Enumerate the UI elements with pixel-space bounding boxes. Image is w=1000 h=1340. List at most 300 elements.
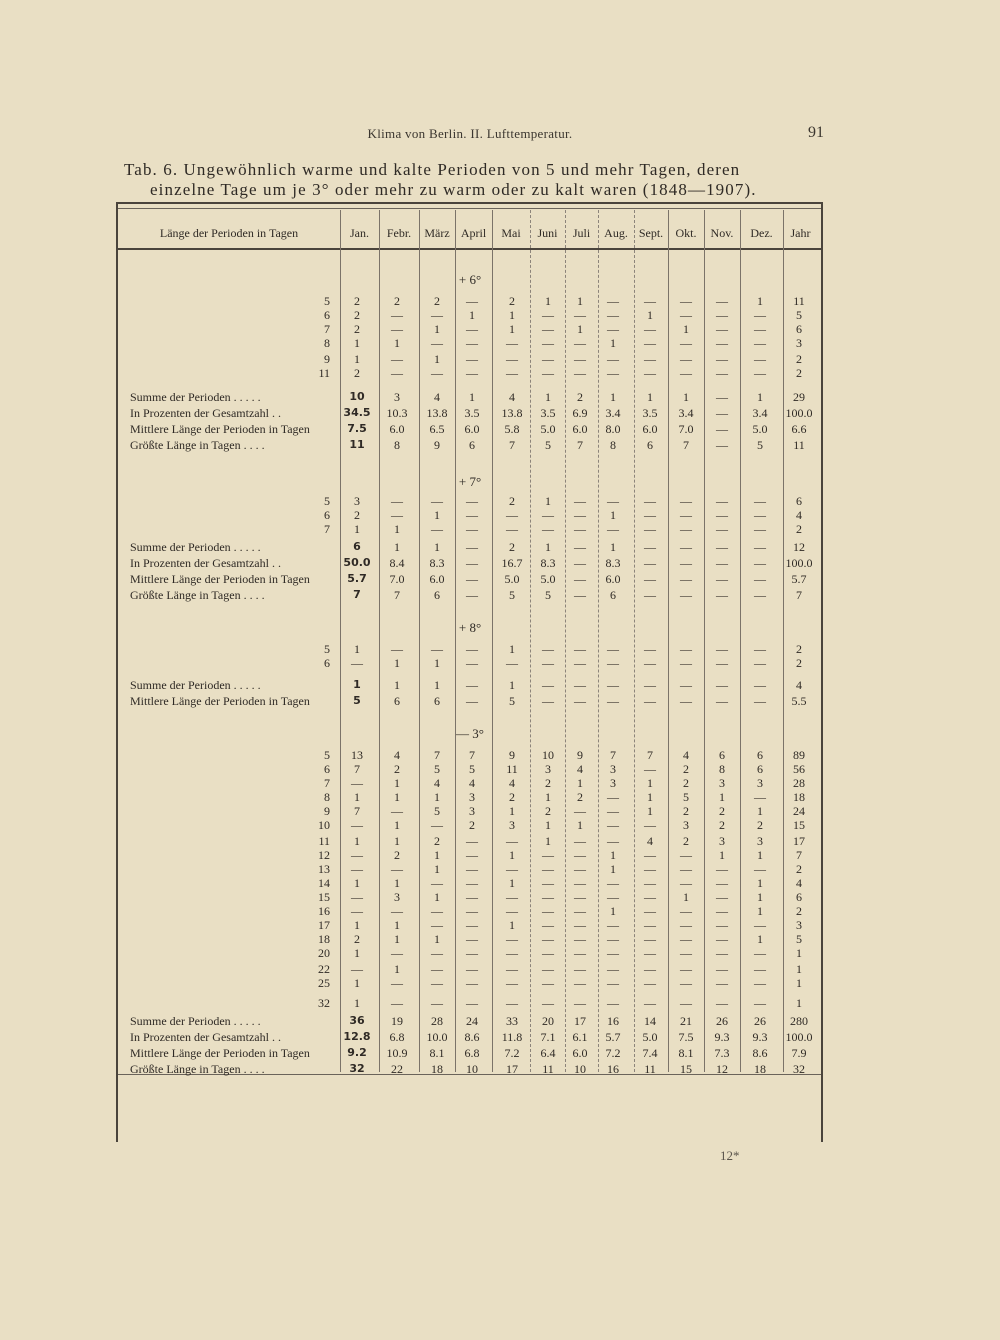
table-cell: 6: [434, 694, 440, 708]
table-cell: 16.7: [501, 556, 523, 570]
header-month: April: [460, 226, 487, 240]
table-cell: —: [466, 322, 478, 336]
table-row: [0, 976, 1000, 990]
table-cell: 2: [719, 804, 725, 818]
table-cell: 2: [796, 352, 802, 366]
row-label: Summe der Perioden . . . . .: [130, 678, 261, 692]
table-cell: 1: [354, 834, 360, 848]
table-cell: 3.4: [678, 406, 694, 420]
table-cell: —: [574, 588, 586, 602]
header-rule: [118, 248, 821, 250]
table-cell: 1: [757, 804, 763, 818]
table-cell: —: [680, 642, 692, 656]
table-cell: —: [644, 932, 656, 946]
table-cell: —: [607, 976, 619, 990]
table-cell: —: [431, 818, 443, 832]
table-cell: 1: [354, 946, 360, 960]
table-cell: 1: [353, 678, 361, 691]
table-row: [0, 438, 1000, 452]
table-cell: —: [607, 790, 619, 804]
table-cell: —: [680, 336, 692, 350]
table-cell: —: [607, 996, 619, 1010]
table-cell: 28: [431, 1014, 443, 1028]
table-cell: —: [574, 996, 586, 1010]
table-cell: —: [754, 976, 766, 990]
table-cell: —: [466, 918, 478, 932]
row-label: 12: [318, 848, 330, 862]
table-cell: 1: [757, 848, 763, 862]
table-cell: 7.5: [347, 422, 367, 435]
table-cell: 7.0: [678, 422, 694, 436]
table-cell: 1: [434, 656, 440, 670]
table-cell: —: [754, 308, 766, 322]
table-row: [0, 804, 1000, 818]
table-cell: 10: [542, 748, 554, 762]
table-cell: 2: [354, 366, 360, 380]
row-label: Summe der Perioden . . . . .: [130, 1014, 261, 1028]
table-cell: —: [574, 508, 586, 522]
table-cell: —: [466, 540, 478, 554]
table-cell: —: [574, 494, 586, 508]
running-head: Klima von Berlin. II. Lufttemperatur.: [367, 126, 573, 141]
table-cell: —: [466, 996, 478, 1010]
table-cell: —: [607, 494, 619, 508]
table-row: [0, 656, 1000, 670]
table-cell: —: [542, 996, 554, 1010]
section-title: + 7°: [458, 474, 482, 489]
table-cell: —: [644, 876, 656, 890]
table-cell: —: [754, 588, 766, 602]
table-cell: 6.0: [389, 422, 405, 436]
table-cell: 6: [796, 890, 802, 904]
table-cell: 1: [394, 790, 400, 804]
table-cell: 1: [757, 390, 763, 404]
table-cell: —: [466, 522, 478, 536]
header-month: Jahr: [790, 226, 811, 240]
table-cell: —: [716, 932, 728, 946]
table-cell: 8: [719, 762, 725, 776]
table-row: [0, 322, 1000, 336]
table-cell: —: [644, 540, 656, 554]
table-cell: 7: [469, 748, 475, 762]
table-cell: 2: [796, 904, 802, 918]
header-month: Aug.: [604, 226, 628, 240]
table-cell: 24: [793, 804, 805, 818]
table-cell: —: [466, 352, 478, 366]
row-label: 10: [318, 818, 330, 832]
table-cell: 2: [577, 790, 583, 804]
table-cell: 100.0: [785, 1030, 813, 1044]
signature-mark: 12*: [720, 1148, 740, 1163]
table-cell: 280: [790, 1014, 808, 1028]
table-cell: 8: [610, 438, 616, 452]
table-cell: —: [431, 642, 443, 656]
table-cell: —: [391, 308, 403, 322]
table-cell: 7: [354, 762, 360, 776]
table-cell: —: [716, 642, 728, 656]
table-cell: —: [542, 522, 554, 536]
table-cell: 7: [796, 848, 802, 862]
table-cell: 32: [349, 1062, 365, 1075]
row-label: 14: [318, 876, 330, 890]
table-cell: —: [607, 918, 619, 932]
table-cell: —: [644, 848, 656, 862]
table-cell: —: [716, 678, 728, 692]
table-row: [0, 762, 1000, 776]
table-cell: —: [716, 390, 728, 404]
table-cell: —: [716, 308, 728, 322]
table-cell: 15: [680, 1062, 692, 1076]
table-cell: 2: [545, 804, 551, 818]
table-cell: 20: [542, 1014, 554, 1028]
table-row: [0, 366, 1000, 380]
table-row: [0, 790, 1000, 804]
table-cell: —: [351, 656, 363, 670]
table-cell: 1: [394, 336, 400, 350]
table-cell: —: [680, 366, 692, 380]
table-cell: 1: [394, 818, 400, 832]
table-cell: —: [607, 322, 619, 336]
table-cell: —: [466, 656, 478, 670]
table-cell: —: [466, 890, 478, 904]
table-cell: —: [680, 862, 692, 876]
table-cell: 8: [394, 438, 400, 452]
table-cell: 1: [610, 904, 616, 918]
table-cell: 11: [644, 1062, 656, 1076]
table-cell: 1: [577, 818, 583, 832]
table-cell: 1: [509, 848, 515, 862]
table-cell: 2: [354, 508, 360, 522]
table-cell: —: [754, 962, 766, 976]
table-cell: 2: [683, 776, 689, 790]
row-label: 6: [324, 508, 330, 522]
table-cell: 13.8: [426, 406, 448, 420]
table-cell: —: [607, 522, 619, 536]
table-cell: —: [644, 322, 656, 336]
table-cell: 8.1: [429, 1046, 445, 1060]
table-cell: 1: [757, 890, 763, 904]
table-cell: 1: [394, 540, 400, 554]
table-cell: 6.0: [642, 422, 658, 436]
table-cell: 56: [793, 762, 805, 776]
table-cell: 7: [683, 438, 689, 452]
table-cell: —: [607, 694, 619, 708]
table-cell: —: [680, 540, 692, 554]
table-cell: 1: [610, 390, 616, 404]
table-cell: 12: [793, 540, 805, 554]
table-cell: 2: [394, 294, 400, 308]
table-cell: 1: [545, 494, 551, 508]
table-cell: 1: [469, 390, 475, 404]
table-cell: 8.6: [464, 1030, 480, 1044]
table-row: [0, 932, 1000, 946]
table-cell: —: [644, 522, 656, 536]
table-cell: 5.0: [540, 422, 556, 436]
row-label: 5: [324, 494, 330, 508]
table-cell: —: [466, 572, 478, 586]
header-month: Mai: [501, 226, 521, 240]
table-cell: 2: [577, 390, 583, 404]
header-month: Juni: [537, 226, 558, 240]
table-cell: 1: [354, 918, 360, 932]
table-cell: —: [644, 962, 656, 976]
table-cell: —: [351, 818, 363, 832]
table-cell: —: [351, 962, 363, 976]
table-row: [0, 556, 1000, 570]
table-cell: 1: [545, 390, 551, 404]
table-cell: —: [680, 572, 692, 586]
row-label: 9: [324, 804, 330, 818]
table-cell: 1: [394, 656, 400, 670]
table-cell: 1: [545, 834, 551, 848]
table-cell: 1: [545, 790, 551, 804]
header-month: Okt.: [675, 226, 697, 240]
table-cell: —: [506, 976, 518, 990]
table-row: [0, 336, 1000, 350]
table-cell: 3: [394, 390, 400, 404]
table-cell: —: [680, 904, 692, 918]
table-cell: —: [644, 818, 656, 832]
table-cell: —: [716, 508, 728, 522]
table-cell: 4: [434, 390, 440, 404]
table-cell: 1: [354, 642, 360, 656]
table-cell: —: [607, 294, 619, 308]
table-cell: 26: [754, 1014, 766, 1028]
table-cell: —: [754, 642, 766, 656]
table-cell: —: [716, 322, 728, 336]
table-cell: 11: [542, 1062, 554, 1076]
table-cell: —: [644, 694, 656, 708]
table-cell: 1: [757, 294, 763, 308]
table-cell: 5: [545, 588, 551, 602]
caption-line-1: Tab. 6. Ungewöhnlich warme und kalte Perioden von 5 und mehr Tagen, deren: [124, 160, 741, 179]
table-cell: —: [754, 322, 766, 336]
section-title: + 6°: [458, 272, 482, 287]
table-cell: —: [607, 818, 619, 832]
table-cell: 5.0: [642, 1030, 658, 1044]
table-cell: —: [716, 540, 728, 554]
table-cell: —: [351, 904, 363, 918]
table-cell: 8.0: [605, 422, 621, 436]
table-cell: —: [680, 976, 692, 990]
row-label: 17: [318, 918, 330, 932]
table-cell: 1: [434, 508, 440, 522]
table-cell: —: [754, 862, 766, 876]
table-cell: 1: [434, 862, 440, 876]
table-cell: 1: [394, 918, 400, 932]
table-cell: 1: [545, 294, 551, 308]
table-cell: —: [644, 366, 656, 380]
table-cell: 5.7: [347, 572, 367, 585]
table-cell: 26: [716, 1014, 728, 1028]
table-cell: —: [754, 656, 766, 670]
table-cell: 7.1: [540, 1030, 556, 1044]
table-cell: 7: [610, 748, 616, 762]
table-cell: —: [506, 656, 518, 670]
table-cell: 6: [796, 494, 802, 508]
table-cell: —: [542, 876, 554, 890]
table-cell: —: [542, 656, 554, 670]
table-cell: 1: [647, 776, 653, 790]
table-cell: 1: [394, 876, 400, 890]
table-cell: —: [466, 508, 478, 522]
table-cell: —: [574, 352, 586, 366]
table-cell: 5.7: [605, 1030, 621, 1044]
table-cell: —: [391, 352, 403, 366]
table-cell: 1: [394, 834, 400, 848]
table-cell: —: [680, 876, 692, 890]
table-cell: —: [431, 494, 443, 508]
table-cell: —: [680, 294, 692, 308]
table-cell: —: [574, 336, 586, 350]
table-cell: —: [466, 366, 478, 380]
table-cell: 2: [719, 818, 725, 832]
table-row: [0, 494, 1000, 508]
table-cell: 1: [434, 352, 440, 366]
table-cell: 29: [793, 390, 805, 404]
table-cell: 17: [574, 1014, 586, 1028]
table-cell: 7.2: [504, 1046, 520, 1060]
table-cell: —: [716, 366, 728, 380]
table-cell: 1: [434, 678, 440, 692]
row-label: In Prozenten der Gesamtzahl . .: [130, 406, 281, 420]
table-cell: 4: [796, 678, 802, 692]
row-label: 6: [324, 308, 330, 322]
table-cell: 1: [509, 308, 515, 322]
table-cell: —: [644, 336, 656, 350]
table-cell: 2: [394, 848, 400, 862]
table-cell: —: [506, 996, 518, 1010]
table-cell: 1: [509, 678, 515, 692]
table-row: [0, 996, 1000, 1010]
table-cell: 3: [796, 918, 802, 932]
row-label: 20: [318, 946, 330, 960]
table-cell: —: [574, 890, 586, 904]
table-row: [0, 678, 1000, 692]
row-label: Größte Länge in Tagen . . . .: [130, 1062, 265, 1076]
table-cell: 1: [719, 848, 725, 862]
row-label: In Prozenten der Gesamtzahl . .: [130, 1030, 281, 1044]
table-row: [0, 748, 1000, 762]
table-cell: —: [574, 656, 586, 670]
table-cell: 6: [796, 322, 802, 336]
table-cell: —: [716, 336, 728, 350]
table-cell: 3.4: [752, 406, 768, 420]
table-cell: 2: [509, 494, 515, 508]
table-cell: 33: [506, 1014, 518, 1028]
table-cell: 10.9: [386, 1046, 408, 1060]
table-cell: 1: [354, 336, 360, 350]
table-cell: 5: [509, 694, 515, 708]
row-label: Summe der Perioden . . . . .: [130, 540, 261, 554]
table-cell: —: [542, 336, 554, 350]
table-cell: 1: [509, 322, 515, 336]
table-cell: —: [466, 932, 478, 946]
table-cell: 7: [577, 438, 583, 452]
table-cell: 1: [394, 522, 400, 536]
table-cell: 1: [610, 862, 616, 876]
table-cell: —: [574, 694, 586, 708]
table-cell: 3: [394, 890, 400, 904]
table-cell: —: [754, 678, 766, 692]
table-cell: 8.1: [678, 1046, 694, 1060]
table-cell: 3: [509, 818, 515, 832]
table-cell: 6: [647, 438, 653, 452]
table-cell: 7: [434, 748, 440, 762]
table-cell: —: [716, 890, 728, 904]
table-cell: 21: [680, 1014, 692, 1028]
table-cell: —: [754, 572, 766, 586]
table-cell: 9.3: [752, 1030, 768, 1044]
table-cell: —: [574, 366, 586, 380]
table-cell: 11: [793, 294, 805, 308]
table-cell: 2: [509, 294, 515, 308]
table-cell: —: [431, 904, 443, 918]
table-cell: —: [542, 904, 554, 918]
table-cell: 5: [353, 694, 361, 707]
table-cell: 1: [683, 890, 689, 904]
table-cell: —: [542, 848, 554, 862]
table-cell: —: [680, 308, 692, 322]
table-cell: —: [644, 508, 656, 522]
table-row: [0, 522, 1000, 536]
table-cell: —: [466, 876, 478, 890]
table-cell: 6.4: [540, 1046, 556, 1060]
table-cell: 1: [394, 962, 400, 976]
table-cell: —: [466, 336, 478, 350]
table-cell: 4: [577, 762, 583, 776]
table-cell: 5: [545, 438, 551, 452]
table-cell: 1: [434, 890, 440, 904]
table-cell: —: [542, 976, 554, 990]
table-cell: —: [644, 890, 656, 904]
table-cell: 6.1: [572, 1030, 588, 1044]
header-month: März: [424, 226, 450, 240]
table-row: [0, 890, 1000, 904]
table-cell: —: [680, 678, 692, 692]
table-cell: 1: [509, 876, 515, 890]
table-row: [0, 422, 1000, 436]
table-cell: —: [391, 996, 403, 1010]
table-cell: 1: [610, 848, 616, 862]
table-cell: 3: [469, 804, 475, 818]
table-cell: —: [644, 294, 656, 308]
table-cell: —: [754, 946, 766, 960]
table-cell: 2: [796, 642, 802, 656]
table-cell: —: [466, 642, 478, 656]
row-label: 11: [318, 834, 330, 848]
table-cell: —: [391, 508, 403, 522]
table-cell: 8.4: [389, 556, 405, 570]
table-cell: 6: [469, 438, 475, 452]
header-month: Sept.: [638, 226, 664, 240]
table-cell: 6: [757, 748, 763, 762]
table-cell: 4: [647, 834, 653, 848]
table-cell: 6.0: [572, 1046, 588, 1060]
table-cell: 1: [434, 322, 440, 336]
table-cell: 3: [719, 834, 725, 848]
table-cell: —: [607, 656, 619, 670]
table-cell: 13.8: [501, 406, 523, 420]
table-cell: —: [607, 642, 619, 656]
table-cell: 4: [394, 748, 400, 762]
table-cell: 2: [545, 776, 551, 790]
table-cell: 3: [545, 762, 551, 776]
table-cell: 1: [434, 932, 440, 946]
table-cell: —: [680, 522, 692, 536]
table-cell: 50.0: [343, 556, 371, 569]
table-cell: —: [542, 890, 554, 904]
